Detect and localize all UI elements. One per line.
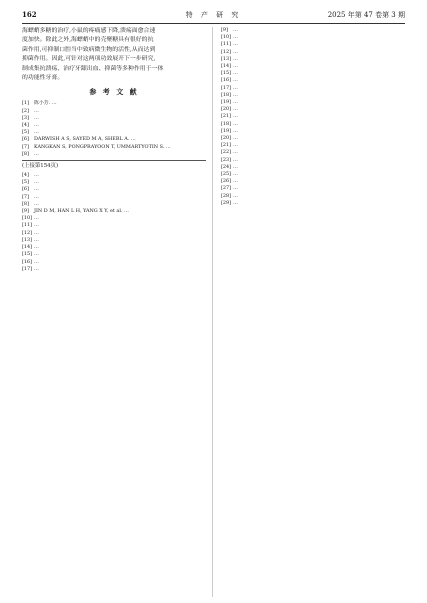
reference-item [22,129,206,136]
reference-item [221,63,405,70]
reference-text: … [233,163,238,170]
reference-number: [5] [22,129,29,136]
body-line: 菌作用,可抑制口腔当中致病微生物的活性,从而达到 [22,46,156,53]
reference-text: … [233,99,238,106]
reference-text: … [34,258,39,265]
reference-number: [20] [221,135,232,142]
reference-number: [13] [221,55,232,62]
reference-text: JIN D M, HAN L H, YANG X Y, et al. … [34,208,129,215]
reference-text: … [34,236,39,243]
reference-item [22,266,206,273]
reference-number: [28] [221,192,232,199]
reference-item [22,194,206,201]
reference-number: [13] [22,236,33,243]
reference-item [221,34,405,41]
reference-item [22,215,206,222]
reference-number: [23] [221,156,232,163]
reference-text: … [34,244,39,251]
reference-item [221,193,405,200]
reference-list [22,100,206,158]
reference-number: [3] [22,114,29,121]
continuation-note: (上接第154页) [22,160,206,171]
reference-text: … [233,156,238,163]
reference-number: [16] [221,77,232,84]
reference-number: [8] [22,200,29,207]
reference-item [22,186,206,193]
reference-text: … [34,129,39,136]
reference-item [221,92,405,99]
body-line: 海螵蛸多糖的治疗,小鼠的疼痛感下降,溃疡面愈合速 [22,28,156,34]
reference-number: [10] [22,215,33,222]
reference-item [221,85,405,92]
reference-text: … [233,127,238,134]
reference-item [221,164,405,171]
reference-text: … [34,172,39,179]
reference-number: [9] [221,27,228,33]
reference-item [221,121,405,128]
reference-item [221,178,405,185]
reference-number: [29] [221,199,232,206]
reference-item [22,122,206,129]
reference-number: [5] [22,179,29,186]
reference-number: [7] [22,143,29,150]
reference-item [221,142,405,149]
reference-number: [26] [221,178,232,185]
reference-text: KANGKAN S, PONGPRAYOON T, UMMARTYOTIN S. … [34,143,171,150]
reference-number: [12] [22,229,33,236]
body-paragraph [22,27,206,83]
reference-number: [12] [221,48,232,55]
reference-item [22,144,206,151]
reference-item [22,100,206,107]
reference-item [221,200,405,207]
references-title: 参 考 文 献 [89,88,139,97]
reference-item [22,244,206,251]
reference-item [221,77,405,84]
reference-item [22,237,206,244]
reference-item [22,259,206,266]
reference-item [22,201,206,208]
reference-text: … [233,149,238,156]
reference-text: … [233,113,238,120]
page-number: 162 [22,10,37,19]
reference-text: … [233,142,238,149]
body-line: 制成集抗溃疡、治疗牙龈出血、抑菌等多种作用于一体 [22,65,164,72]
reference-number: [18] [221,91,232,98]
reference-text: … [233,48,238,55]
reference-text: … [34,107,39,114]
reference-item [22,108,206,115]
reference-item [221,49,405,56]
column-divider [212,27,213,597]
reference-text: … [34,150,39,157]
journal-name: 特 产 研 究 [185,11,242,19]
reference-text: … [34,114,39,121]
reference-text: … [233,178,238,185]
reference-item [221,70,405,77]
reference-number: [14] [22,244,33,251]
reference-text: … [34,265,39,272]
reference-item [221,27,405,34]
reference-item [221,157,405,164]
reference-number: [15] [22,251,33,258]
reference-item [22,208,206,215]
reference-item [221,128,405,135]
reference-item [22,151,206,158]
reference-number: [19] [221,127,232,134]
body-line: 度加快。除此之外,海螵蛸中的壳聚糖具有很好的抗 [22,37,154,44]
reference-number: [19] [221,99,232,106]
reference-number: [1] [22,100,29,107]
reference-item [221,135,405,142]
reference-text: … [233,171,238,178]
reference-text: … [233,27,238,33]
reference-text: … [233,77,238,84]
body-line: 抑菌作用。因此,可针对这两项功效展开下一步研究, [22,56,156,63]
reference-number: [25] [221,171,232,178]
reference-item [22,115,206,122]
reference-item [221,56,405,63]
reference-text: … [34,222,39,229]
reference-text: … [233,192,238,199]
reference-text: 陈小芳. … [34,100,57,107]
reference-item [221,106,405,113]
reference-text: … [233,199,238,206]
reference-text: … [233,106,238,113]
reference-text: … [34,200,39,207]
page-header [22,8,405,22]
reference-number: [15] [221,70,232,77]
reference-text: … [34,215,39,222]
reference-item [22,222,206,229]
reference-number: [9] [22,208,29,215]
reference-text: … [233,70,238,77]
reference-number: [11] [221,41,232,48]
reference-number: [4] [22,172,29,179]
reference-text: … [34,122,39,129]
reference-number: [18] [221,120,232,127]
reference-text: … [233,185,238,192]
reference-number: [14] [221,63,232,70]
reference-number: [8] [22,150,29,157]
reference-item [22,136,206,143]
reference-number: [2] [22,107,29,114]
reference-number: [6] [22,136,29,143]
right-column [221,27,405,597]
reference-item [221,149,405,156]
reference-list-right-top [221,27,405,121]
reference-number: [6] [22,186,29,193]
reference-text: … [34,193,39,200]
reference-number: [27] [221,185,232,192]
body-line: 的功能性牙膏。 [22,75,64,82]
reference-number: [11] [22,222,33,229]
reference-item [221,185,405,192]
reference-item [22,179,206,186]
reference-number: [24] [221,163,232,170]
reference-text: … [34,186,39,193]
reference-item [22,172,206,179]
reference-text: DARWISH A S, SAYED M A, SHEBL A. … [34,136,136,143]
reference-number: [21] [221,113,232,120]
reference-text: … [233,34,238,41]
reference-text: … [233,91,238,98]
reference-number: [17] [221,84,232,91]
reference-text: … [233,84,238,91]
reference-number: [16] [22,258,33,265]
reference-item [221,113,405,120]
reference-number: [20] [221,106,232,113]
reference-text: … [34,229,39,236]
reference-text: … [233,120,238,127]
reference-list-right-bottom [221,121,405,207]
reference-text: … [233,55,238,62]
issue-info: 2025 年第 47 卷第 3 期 [327,11,405,19]
reference-number: [22] [221,149,232,156]
reference-item [22,251,206,258]
reference-number: [7] [22,193,29,200]
header-rule [22,23,405,24]
reference-text: … [233,63,238,70]
reference-item [221,41,405,48]
reference-list-continued [22,172,206,273]
reference-text: … [233,41,238,48]
left-column [22,27,206,597]
reference-number: [21] [221,142,232,149]
reference-number: [4] [22,122,29,129]
reference-item [22,230,206,237]
reference-text: … [233,135,238,142]
reference-item [221,99,405,106]
reference-number: [10] [221,34,232,41]
reference-text: … [34,179,39,186]
reference-text: … [34,251,39,258]
reference-item [221,171,405,178]
reference-number: [17] [22,265,33,272]
